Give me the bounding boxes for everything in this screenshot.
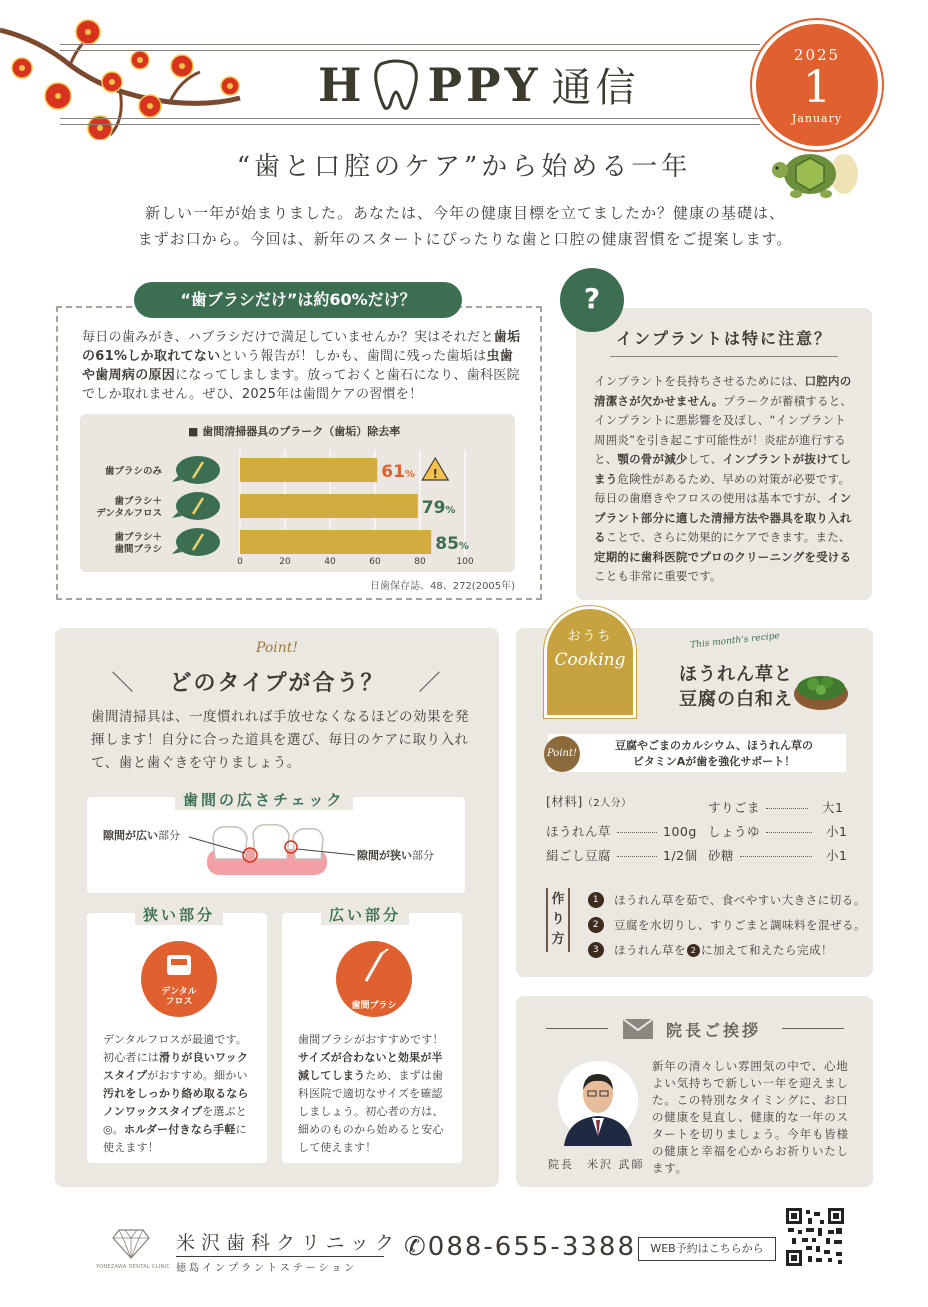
implant-paragraph [594, 372, 856, 587]
header-rule-top [60, 44, 760, 45]
brush-text-c: という報告が！しかも、歯間に残った歯垢は [220, 349, 487, 364]
teeth-gap-illustration [87, 797, 465, 893]
type-title [55, 666, 499, 697]
chart-category-label: デンタルフロス [96, 508, 162, 519]
chart-bar [240, 530, 431, 554]
ingredient-row [546, 822, 697, 840]
type-title-text: どのタイプが合う？ [169, 671, 385, 696]
chart-value-label: 61% [381, 462, 415, 482]
narrow-gap-label-suffix: 部分 [412, 849, 434, 862]
interdental-brush-icon [336, 941, 412, 1017]
tooth-icon [371, 58, 421, 112]
intro-line-1: 新しい一年が始まりました。あなたは、今年の健康目標を立てましたか？健康の基礎は、 [144, 204, 785, 222]
chart-title: ■ 歯間清掃器具のプラーク（歯垢）除去率 [188, 425, 401, 438]
narrow-t4: に使えます！ [103, 1123, 247, 1154]
badge-year: 2025 [793, 46, 841, 64]
implant-p3: して、 [687, 452, 723, 466]
wide-b1: サイズが合わないと効果が半減してしまう [298, 1051, 443, 1082]
implant-title: インプラントは特に注意？ [616, 329, 833, 348]
badge-month-number: 1 [803, 62, 831, 113]
implant-b2: 顎の骨が減少 [617, 452, 688, 466]
warning-icon-mark: ! [432, 467, 438, 481]
recipe-name [666, 662, 806, 712]
director-name: 院長 米沢 武師 [548, 1158, 645, 1171]
chart-tick-label: 100 [456, 557, 474, 567]
greeting-title: 院長ご挨拶 [666, 1021, 762, 1040]
envelope-icon [622, 1018, 654, 1040]
badge-month-name: January [791, 112, 843, 125]
dental-floss-icon [141, 941, 217, 1017]
chart-category-label: 歯ブラシのみ [104, 466, 162, 477]
narrow-gap-text [103, 1031, 255, 1157]
recipe-name-2: 豆腐の白和え [679, 689, 793, 710]
brush-icon-label: 歯間ブラシ [351, 1001, 397, 1011]
dotted-leader [740, 856, 812, 857]
recipe-point-badge: Point! [544, 736, 580, 772]
plaque-removal-chart [80, 414, 515, 572]
chart-source: 日歯保存誌、48、272(2005年) [370, 581, 516, 592]
wide-gap-label [103, 827, 180, 843]
brush-pill-heading: “歯ブラシだけ”は約60%だけ？ [134, 282, 462, 318]
recipe-small-caption: This month's recipe [689, 631, 781, 651]
ingredient-row [708, 822, 847, 840]
director-portrait [558, 1056, 638, 1146]
main-headline: “歯と口腔のケア”から始める一年 [236, 152, 692, 182]
narrow-b2: 汚れをしっかり絡め取るならノンワックスタイプ [103, 1087, 249, 1118]
ingredient-name: しょうゆ [708, 824, 761, 839]
gap-width-check-title: 歯間の広さチェック [175, 789, 353, 810]
recipe-point-text [582, 738, 846, 770]
chart-tick-label: 60 [369, 557, 381, 567]
step-ref-number: 2 [687, 944, 700, 957]
recipe-section [516, 628, 873, 977]
brush-text-e: になってしまします。放っておくと歯石になり、歯科医院でしか取れません。ぜひ、2025年は歯間ケアの習慣を！ [82, 368, 520, 402]
step-number: 1 [588, 892, 604, 908]
ingredient-amount: 大1 [822, 800, 844, 815]
slash-right: ／ [418, 671, 443, 696]
phone-icon: ✆ [404, 1232, 428, 1262]
chart-tick-label: 40 [324, 557, 336, 567]
recipe-name-1: ほうれん草と [679, 664, 793, 685]
title-h: H [318, 57, 366, 112]
narrow-t3: を選ぶと◎。 [103, 1105, 247, 1136]
gap-width-check-card [87, 797, 465, 893]
chart-value-unit: % [404, 469, 415, 480]
floss-label-1: デンタル [161, 987, 197, 997]
chart-value-label: 85% [435, 534, 469, 554]
header-rule-bottom [60, 118, 760, 119]
ingredients-label [546, 792, 632, 810]
brush-text-b-bold: 歯垢の61%しか取れてない [82, 330, 521, 364]
servings-text: （2人分） [582, 798, 632, 809]
narrow-gap-title: 狭い部分 [135, 904, 223, 925]
wide-t1: 歯間ブラシがおすすめです！ [298, 1033, 444, 1046]
recipe-step [588, 942, 833, 958]
ingredient-name: 砂糖 [708, 848, 735, 863]
spinach-bowl-icon [793, 666, 849, 712]
step-number: 3 [588, 942, 604, 958]
implant-p5: ことで、さらに効果的にケアできます。また、 [605, 530, 851, 544]
chart-tick-label: 0 [237, 557, 243, 567]
brush-shape [336, 941, 412, 987]
greeting-section [516, 996, 873, 1187]
chart-category-label: 歯ブラシ＋ [114, 532, 162, 543]
ouchi-label: おうち [567, 629, 613, 644]
type-section [55, 628, 499, 1187]
dotted-leader [766, 808, 808, 809]
ingredient-amount: 小1 [826, 824, 848, 839]
implant-p6: ことも非常に重要です。 [594, 569, 722, 583]
implant-b4: インプラント部分に適した清掃方法や器具を取り入れる [594, 491, 852, 544]
chart-bar [240, 458, 377, 482]
ingredient-name: ほうれん草 [546, 824, 612, 839]
narrow-gap-label [357, 847, 434, 863]
cooking-label: Cooking [554, 650, 626, 670]
phone-number[interactable] [404, 1232, 636, 1262]
ingredient-row [546, 846, 698, 864]
step-text: ほうれん草を [614, 943, 686, 957]
plum-branch-decoration [0, 10, 250, 140]
chart-tick-label: 20 [279, 557, 291, 567]
ingredient-amount: 100g [663, 824, 697, 839]
phone-number-text: 088-655-3388 [427, 1232, 636, 1262]
greeting-text: 新年の清々しい雰囲気の中で、心地よい気持ちで新しい一年を迎えました。この特別なタイミングに、お口の健康を見直し、健康的な一年のスタートを切りましょう。今年も皆様の健康と幸福を心からお祈りいたします。 [652, 1059, 849, 1175]
wide-t2: ため、まずは歯科医院で適切なサイズを確認しましょう。初心者の方は、細めのものから始めると安心して使えます！ [298, 1069, 444, 1154]
brush-paragraph [82, 328, 522, 404]
floss-shape [141, 941, 217, 987]
web-reservation-button[interactable]: WEB予約はこちらから [638, 1237, 776, 1261]
chart-category-label: 歯間ブラシ [114, 544, 162, 555]
intro-text [60, 200, 870, 252]
narrow-b3: ホルダー付きなら手軽 [124, 1123, 236, 1136]
brush-text-d-bold: 虫歯や歯周病の原因 [82, 349, 514, 383]
brush-text-a: 毎日の歯みがき、ハブラシだけで満足していませんか？実はそれだと [82, 330, 494, 345]
dotted-leader [766, 832, 812, 833]
newsletter-title [318, 56, 640, 113]
title-ppy: PPY [427, 57, 542, 112]
implant-b1: 口腔内の清潔さが欠かせません。 [594, 374, 852, 408]
type-point-label: Point! [255, 640, 299, 656]
floss-icon-label [141, 987, 217, 1007]
implant-divider [610, 356, 838, 357]
qr-code[interactable] [786, 1208, 844, 1266]
ingredients-label-text: [材料] [546, 794, 583, 809]
implant-p4: 危険性があるため、早めの対策が必要です。毎日の歯磨きやフロスの使用は基本ですが、 [594, 471, 851, 505]
narrow-gap-label-bold: 隙間が狭い [357, 849, 412, 862]
step-text: 豆腐を水切りし、すりごまと調味料を混ぜる。 [614, 918, 866, 932]
ouchi-cooking-badge [544, 606, 636, 718]
dotted-leader [617, 856, 657, 857]
dotted-leader [617, 832, 657, 833]
chart-value-unit: % [458, 541, 469, 552]
step-number: 2 [588, 917, 604, 933]
clinic-name: 米沢歯科クリニック [176, 1232, 400, 1254]
narrow-b1: 滑りが良いワックスタイプ [103, 1051, 249, 1082]
type-paragraph: 歯間清掃具は、一度慣れれば手放せなくなるほどの効果を発揮します！自分に合った道具を選び、毎日のケアに取り入れて、歯と歯ぐきを守りましょう。 [91, 709, 469, 771]
date-badge [752, 20, 882, 150]
clinic-subtitle: 徳島インプラントステーション [176, 1256, 384, 1274]
floss-label-2: フロス [165, 997, 193, 1007]
greeting-rule-left [546, 1028, 608, 1029]
wide-gap-card [282, 913, 462, 1163]
step-text: に加えて和えたら完成！ [701, 943, 833, 957]
steps-label: 作り方 [546, 888, 570, 952]
recipe-step [588, 892, 866, 908]
header-rule-top-2 [60, 50, 760, 51]
step-text: ほうれん草を茹で、食べやすい大きさに切る。 [614, 893, 866, 907]
wide-gap-text [298, 1031, 450, 1157]
diamond-logo-icon [111, 1226, 151, 1260]
recipe-step [588, 917, 866, 933]
ingredient-amount: 小1 [826, 848, 848, 863]
question-bubble-icon: ? [560, 268, 624, 332]
title-tsushin: 通信 [551, 65, 640, 111]
clinic-logo [96, 1226, 171, 1274]
chart-value-label: 79% [421, 498, 456, 518]
narrow-t1: デンタルフロスが最適です。初心者には [103, 1033, 248, 1064]
logo-small-text: YONEZAWA DENTAL CLINIC [96, 1264, 171, 1270]
header-rule-bottom-2 [60, 124, 760, 125]
greeting-rule-right [782, 1028, 844, 1029]
implant-b3: インプラントが抜けてしまう [594, 452, 852, 486]
intro-line-2: まずお口から。今回は、新年のスタートにぴったりな歯と口腔の健康習慣をご提案します。 [137, 230, 793, 248]
ingredient-amount: 1/2個 [663, 848, 698, 863]
wide-gap-label-suffix: 部分 [158, 829, 180, 842]
slash-left: ＼ [111, 671, 136, 696]
implant-p1: インプラントを長持ちさせるためには、 [594, 374, 805, 388]
ingredient-name: 絹ごし豆腐 [546, 848, 612, 863]
chart-tick-label: 80 [414, 557, 426, 567]
implant-b5: 定期的に歯科医院でプロのクリーニングを受ける [594, 549, 852, 564]
narrow-gap-card [87, 913, 267, 1163]
ingredient-row [708, 846, 847, 864]
chart-value-unit: % [445, 505, 456, 516]
plaque-chart-svg [80, 414, 515, 572]
ingredient-name: すりごま [708, 800, 761, 815]
chart-category-label: 歯ブラシ＋ [114, 496, 162, 507]
chart-bar [240, 494, 418, 518]
recipe-point-text-2: ビタミンAが歯を強化サポート！ [632, 755, 796, 768]
ingredient-row [708, 798, 843, 816]
narrow-t2: がおすすめ。細かい [147, 1069, 248, 1082]
implant-p2: プラークが蓄積すると、インプラントに悪影響を及ぼし、“インプラント周囲炎”を引き起こす可能性が！炎症が進行すると、 [594, 393, 853, 466]
wide-gap-label-bold: 隙間が広い [103, 829, 158, 842]
wide-gap-title: 広い部分 [321, 904, 409, 925]
recipe-point-text-1: 豆腐やごまのカルシウム、ほうれん草の [615, 739, 813, 752]
